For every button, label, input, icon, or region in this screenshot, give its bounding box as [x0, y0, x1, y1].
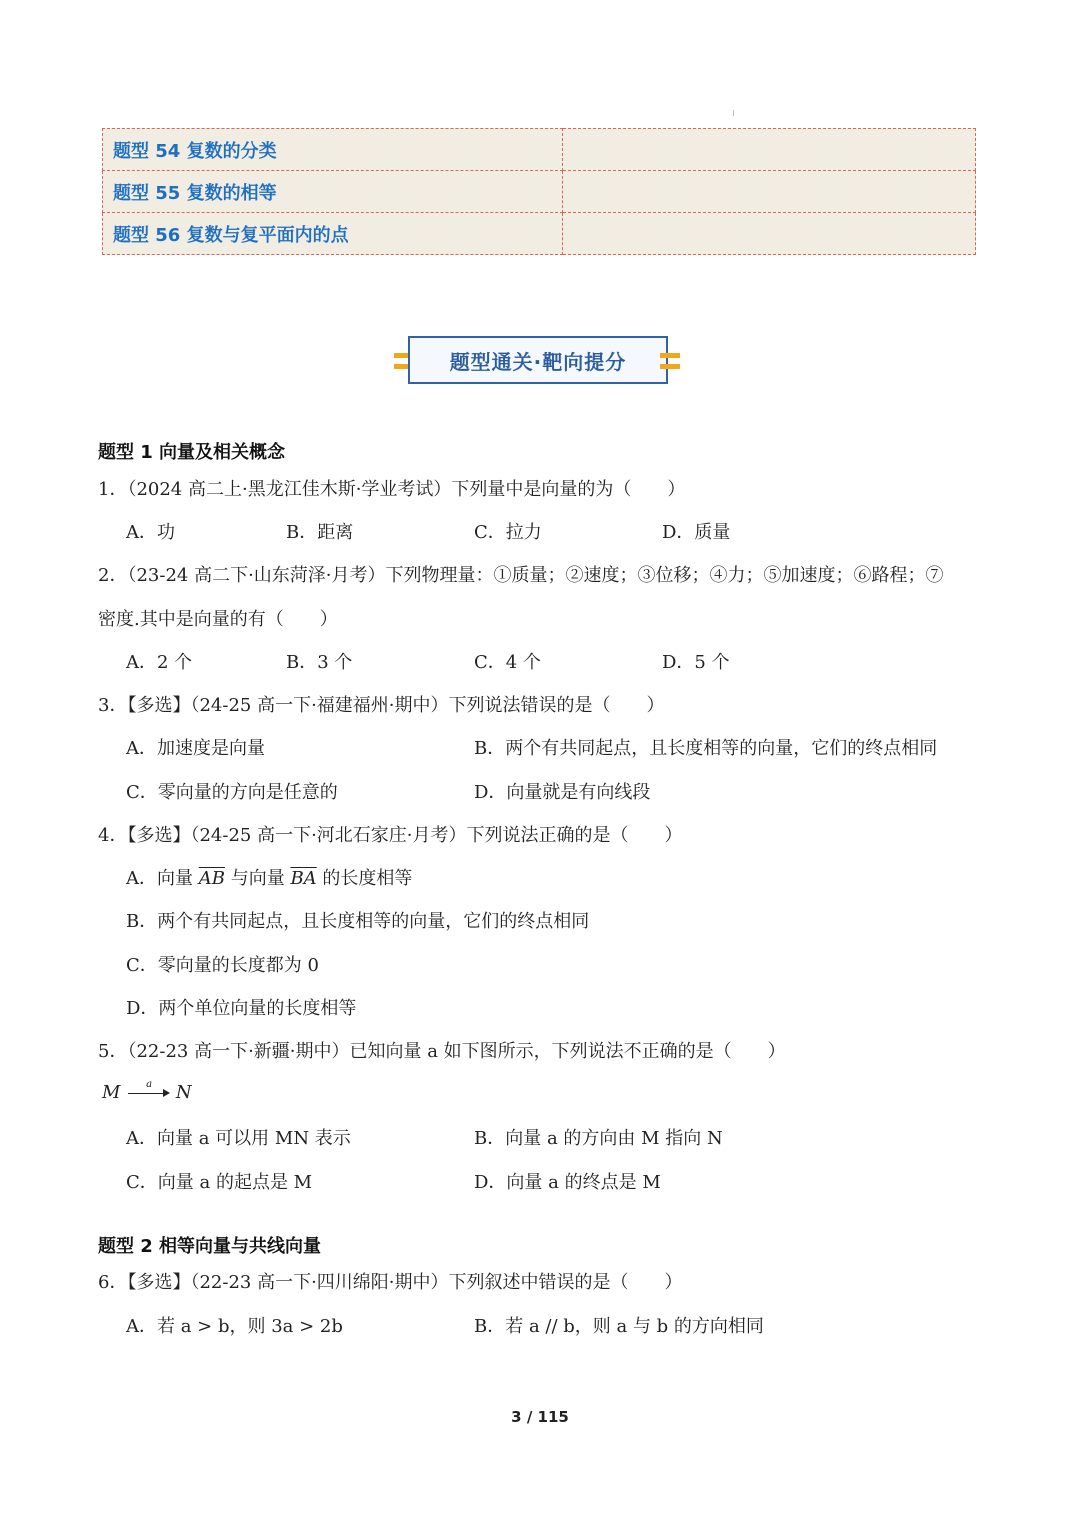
banner-title: 题型通关·靶向提分 — [408, 336, 668, 384]
question-6-stem: 6．【多选】（22-23 高一下·四川绵阳·期中）下列叙述中错误的是（ ） — [98, 1272, 683, 1293]
q2-option-a: A．2 个 — [126, 652, 193, 673]
vector-figure — [102, 1078, 192, 1103]
question-5-stem: 5．（22-23 高一下·新疆·期中）已知向量 a 如下图所示，下列说法不正确的是（ ） — [98, 1041, 786, 1062]
q4-option-b: B．两个有共同起点，且长度相等的向量，它们的终点相同 — [126, 911, 590, 932]
q2-option-c: C．4 个 — [474, 652, 541, 673]
vector-ba: $\overline{BA}$ — [290, 868, 317, 889]
page-mark — [733, 110, 734, 116]
q1-option-b: B．距离 — [286, 522, 354, 543]
fig-point-n: N — [175, 1082, 192, 1103]
q3-option-a: A．加速度是向量 — [126, 738, 265, 759]
q4-option-a — [126, 864, 412, 890]
q3-option-b: B．两个有共同起点，且长度相等的向量，它们的终点相同 — [474, 738, 938, 759]
q5-option-c: C．向量 a 的起点是 M — [126, 1172, 313, 1193]
toc-row — [103, 171, 976, 213]
q2-option-d: D．5 个 — [662, 652, 730, 673]
q5-option-b: B．向量 a 的方向由 M 指向 N — [474, 1128, 723, 1149]
fig-point-m: M — [102, 1082, 121, 1103]
vector-ab: $\overline{AB}$ — [198, 868, 225, 889]
banner-deco-right — [660, 364, 680, 369]
q5-option-a: A．向量 a 可以用 MN 表示 — [126, 1128, 351, 1149]
question-2-stem-cont: 密度.其中是向量的有（ ） — [98, 609, 338, 630]
fig-vector-label: a — [146, 1078, 153, 1090]
question-2-stem: 2．（23-24 高二下·山东菏泽·月考）下列物理量：①质量；②速度；③位移；④力；⑤加速度；⑥路程；⑦ — [98, 565, 944, 586]
section-banner — [394, 336, 686, 388]
toc-table — [102, 128, 976, 255]
q1-option-a: A．功 — [126, 522, 175, 543]
q5-option-d: D．向量 a 的终点是 M — [474, 1172, 661, 1193]
q4-option-d: D．两个单位向量的长度相等 — [126, 998, 357, 1019]
q3-option-d: D．向量就是有向线段 — [474, 782, 651, 803]
q4-a-suffix: 的长度相等 — [322, 868, 413, 889]
q4-option-c: C．零向量的长度都为 0 — [126, 955, 319, 976]
toc-item-54[interactable]: 题型 54 复数的分类 — [103, 129, 563, 171]
q1-option-c: C．拉力 — [474, 522, 542, 543]
q4-a-mid: 与向量 — [230, 868, 285, 889]
banner-deco-right — [660, 353, 680, 358]
q2-option-b: B．3 个 — [286, 652, 353, 673]
question-4-stem: 4．【多选】（24-25 高一下·河北石家庄·月考）下列说法正确的是（ ） — [98, 825, 683, 846]
toc-row — [103, 213, 976, 255]
section-title-1: 题型 1 向量及相关概念 — [98, 442, 286, 463]
toc-item-55[interactable]: 题型 55 复数的相等 — [103, 171, 563, 213]
question-1-stem: 1．（2024 高二上·黑龙江佳木斯·学业考试）下列量中是向量的为（ ） — [98, 479, 686, 500]
toc-item-56[interactable]: 题型 56 复数与复平面内的点 — [103, 213, 563, 255]
question-3-stem: 3．【多选】（24-25 高一下·福建福州·期中）下列说法错误的是（ ） — [98, 695, 665, 716]
q6-option-b: B．若 a // b，则 a 与 b 的方向相同 — [474, 1316, 764, 1337]
q3-option-c: C．零向量的方向是任意的 — [126, 782, 338, 803]
page-number: 3 / 115 — [511, 1408, 569, 1426]
section-title-2: 题型 2 相等向量与共线向量 — [98, 1236, 322, 1257]
q6-option-a: A．若 a > b，则 3a > 2b — [126, 1316, 343, 1337]
q4-a-prefix: A．向量 — [126, 868, 193, 889]
toc-row — [103, 129, 976, 171]
q1-option-d: D．质量 — [662, 522, 731, 543]
vector-arrow — [128, 1078, 168, 1094]
